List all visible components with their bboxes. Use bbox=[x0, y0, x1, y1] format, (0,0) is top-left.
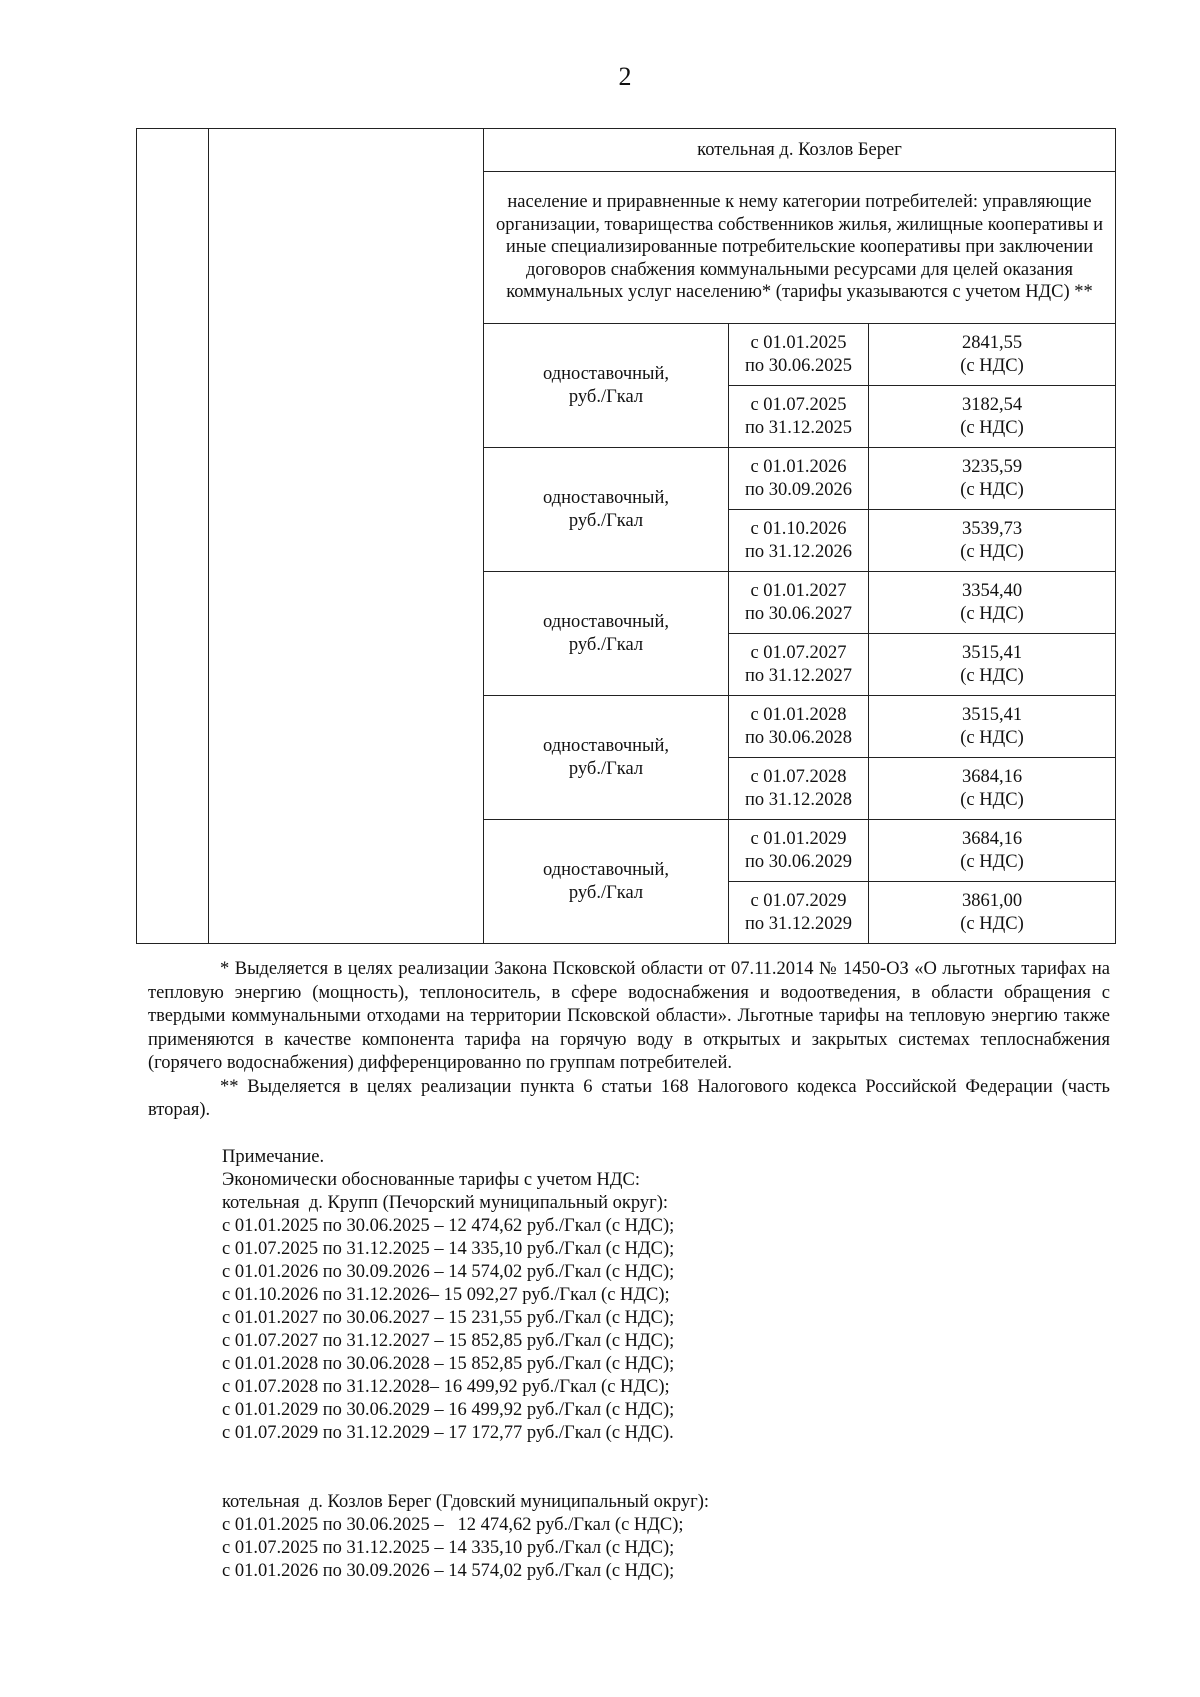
period-to: по 31.12.2028 bbox=[744, 789, 853, 810]
vat-note: (с НДС) bbox=[960, 789, 1024, 810]
vat-note: (с НДС) bbox=[960, 665, 1024, 686]
tariff-value: 3235,59 bbox=[961, 456, 1023, 477]
vat-note: (с НДС) bbox=[960, 417, 1024, 438]
note-block bbox=[222, 1146, 1102, 1583]
rate-type-cell bbox=[484, 448, 729, 572]
vat-note: (с НДС) bbox=[960, 913, 1024, 934]
period-from: с 01.07.2029 bbox=[750, 890, 847, 911]
tariff-line: с 01.10.2026 по 31.12.2026– 15 092,27 руб./Гкал (с НДС); bbox=[222, 1285, 670, 1305]
footnote-vat: ** Выделяется в целях реализации пункта 6 статьи 168 Налогового кодекса Российской Федерации (часть вторая). bbox=[148, 1076, 1110, 1120]
period-cell bbox=[729, 510, 869, 572]
rate-unit: руб./Гкал bbox=[568, 758, 644, 779]
vat-note: (с НДС) bbox=[960, 479, 1024, 500]
rate-unit: руб./Гкал bbox=[568, 386, 644, 407]
rate-type-cell bbox=[484, 696, 729, 820]
tariff-line: с 01.07.2025 по 31.12.2025 – 14 335,10 руб./Гкал (с НДС); bbox=[222, 1239, 675, 1259]
note-heading: Примечание. bbox=[222, 1147, 325, 1167]
tariff-value-cell bbox=[869, 510, 1116, 572]
tariff-value: 3354,40 bbox=[961, 580, 1023, 601]
rate-type-cell bbox=[484, 820, 729, 944]
vat-note: (с НДС) bbox=[960, 851, 1024, 872]
period-cell bbox=[729, 448, 869, 510]
vat-note: (с НДС) bbox=[960, 541, 1024, 562]
boiler-kozlov-bereg-title: котельная д. Козлов Берег (Гдовский муниципальный округ): bbox=[222, 1492, 709, 1512]
tariff-value-cell bbox=[869, 820, 1116, 882]
tariff-value: 3515,41 bbox=[961, 704, 1023, 725]
tariff-value-cell bbox=[869, 634, 1116, 696]
period-cell bbox=[729, 386, 869, 448]
period-cell bbox=[729, 324, 869, 386]
tariff-line: с 01.01.2025 по 30.06.2025 – 12 474,62 руб./Гкал (с НДС); bbox=[222, 1216, 675, 1236]
period-to: по 30.06.2028 bbox=[744, 727, 853, 748]
tariff-value-cell bbox=[869, 696, 1116, 758]
period-from: с 01.07.2027 bbox=[750, 642, 847, 663]
rate-type-cell bbox=[484, 572, 729, 696]
period-from: с 01.01.2026 bbox=[750, 456, 847, 477]
period-to: по 30.09.2026 bbox=[744, 479, 853, 500]
vat-note: (с НДС) bbox=[960, 603, 1024, 624]
tariff-value-cell bbox=[869, 448, 1116, 510]
period-cell bbox=[729, 634, 869, 696]
tariff-line: с 01.07.2027 по 31.12.2027 – 15 852,85 руб./Гкал (с НДС); bbox=[222, 1331, 675, 1351]
period-from: с 01.01.2029 bbox=[750, 828, 847, 849]
rate-unit: руб./Гкал bbox=[568, 634, 644, 655]
tariff-value: 3861,00 bbox=[961, 890, 1023, 911]
empty-number-cell bbox=[137, 129, 209, 944]
tariff-line: с 01.01.2026 по 30.09.2026 – 14 574,02 руб./Гкал (с НДС); bbox=[222, 1262, 675, 1282]
period-from: с 01.01.2027 bbox=[750, 580, 847, 601]
tariff-value-cell bbox=[869, 882, 1116, 944]
period-cell bbox=[729, 696, 869, 758]
rate-type: одноставочный, bbox=[542, 487, 669, 508]
tariff-value: 3515,41 bbox=[961, 642, 1023, 663]
tariff-line: с 01.01.2025 по 30.06.2025 – 12 474,62 руб./Гкал (с НДС); bbox=[222, 1515, 684, 1535]
tariff-value-cell bbox=[869, 758, 1116, 820]
tariff-value-cell bbox=[869, 572, 1116, 634]
page-number: 2 bbox=[618, 62, 632, 91]
tariff-value: 3182,54 bbox=[961, 394, 1023, 415]
period-cell bbox=[729, 882, 869, 944]
period-cell bbox=[729, 758, 869, 820]
tariff-table bbox=[136, 128, 1116, 944]
period-from: с 01.01.2028 bbox=[750, 704, 847, 725]
tariff-line: с 01.07.2029 по 31.12.2029 – 17 172,77 руб./Гкал (с НДС). bbox=[222, 1423, 674, 1443]
note-subheading: Экономически обоснованные тарифы с учетом НДС: bbox=[222, 1170, 640, 1190]
period-from: с 01.07.2025 bbox=[750, 394, 847, 415]
footnote-preferential-tariffs: * Выделяется в целях реализации Закона Псковской области от 07.11.2014 № 1450-ОЗ «О льготных тарифах на тепловую энергию (мощность), теплоноситель, в сфере водоснабжения и водоотведения, в области обращения с твердыми коммунальными отходами на территории Псковской области». Льготные тарифы на тепловую энергию также применяются в качестве компонента тарифа на горячую воду в открытых и закрытых системах теплоснабжения (горячего водоснабжения) дифференцированно по группам потребителей. bbox=[148, 959, 1110, 1073]
period-to: по 30.06.2029 bbox=[744, 851, 853, 872]
period-to: по 31.12.2029 bbox=[744, 913, 853, 934]
period-to: по 31.12.2025 bbox=[744, 417, 853, 438]
tariff-value: 3539,73 bbox=[961, 518, 1023, 539]
period-to: по 31.12.2027 bbox=[744, 665, 853, 686]
rate-unit: руб./Гкал bbox=[568, 510, 644, 531]
boiler-name: котельная д. Козлов Берег bbox=[484, 129, 1116, 172]
consumer-category: население и приравненные к нему категории потребителей: управляющие организации, товарищества собственников жилья, жилищные кооперативы и иные специализированные потребительские кооперативы при заключении договоров снабжения коммунальными ресурсами для целей оказания коммунальных услуг населению* (тарифы указываются с учетом НДС) ** bbox=[484, 172, 1116, 324]
vat-note: (с НДС) bbox=[960, 355, 1024, 376]
rate-type: одноставочный, bbox=[542, 859, 669, 880]
tariff-line: с 01.01.2028 по 30.06.2028 – 15 852,85 руб./Гкал (с НДС); bbox=[222, 1354, 675, 1374]
tariff-value: 2841,55 bbox=[961, 332, 1023, 353]
tariff-value-cell bbox=[869, 324, 1116, 386]
rate-type: одноставочный, bbox=[542, 735, 669, 756]
vat-note: (с НДС) bbox=[960, 727, 1024, 748]
tariff-value-cell bbox=[869, 386, 1116, 448]
period-to: по 30.06.2027 bbox=[744, 603, 853, 624]
boiler-krupp-title: котельная д. Крупп (Печорский муниципальный округ): bbox=[222, 1193, 669, 1213]
period-to: по 30.06.2025 bbox=[744, 355, 853, 376]
spacer bbox=[222, 1445, 1102, 1491]
rate-type: одноставочный, bbox=[542, 363, 669, 384]
period-cell bbox=[729, 820, 869, 882]
tariff-value: 3684,16 bbox=[961, 766, 1023, 787]
period-from: с 01.10.2026 bbox=[750, 518, 847, 539]
empty-name-cell bbox=[209, 129, 484, 944]
period-to: по 31.12.2026 bbox=[744, 541, 853, 562]
rate-type: одноставочный, bbox=[542, 611, 669, 632]
tariff-line: с 01.01.2026 по 30.09.2026 – 14 574,02 руб./Гкал (с НДС); bbox=[222, 1561, 675, 1581]
tariff-line: с 01.01.2029 по 30.06.2029 – 16 499,92 руб./Гкал (с НДС); bbox=[222, 1400, 675, 1420]
period-from: с 01.01.2025 bbox=[750, 332, 847, 353]
period-cell bbox=[729, 572, 869, 634]
tariff-value: 3684,16 bbox=[961, 828, 1023, 849]
footnotes bbox=[148, 958, 1110, 1123]
tariff-line: с 01.07.2025 по 31.12.2025 – 14 335,10 руб./Гкал (с НДС); bbox=[222, 1538, 675, 1558]
tariff-line: с 01.01.2027 по 30.06.2027 – 15 231,55 руб./Гкал (с НДС); bbox=[222, 1308, 675, 1328]
rate-unit: руб./Гкал bbox=[568, 882, 644, 903]
rate-type-cell bbox=[484, 324, 729, 448]
period-from: с 01.07.2028 bbox=[750, 766, 847, 787]
tariff-line: с 01.07.2028 по 31.12.2028– 16 499,92 руб./Гкал (с НДС); bbox=[222, 1377, 670, 1397]
